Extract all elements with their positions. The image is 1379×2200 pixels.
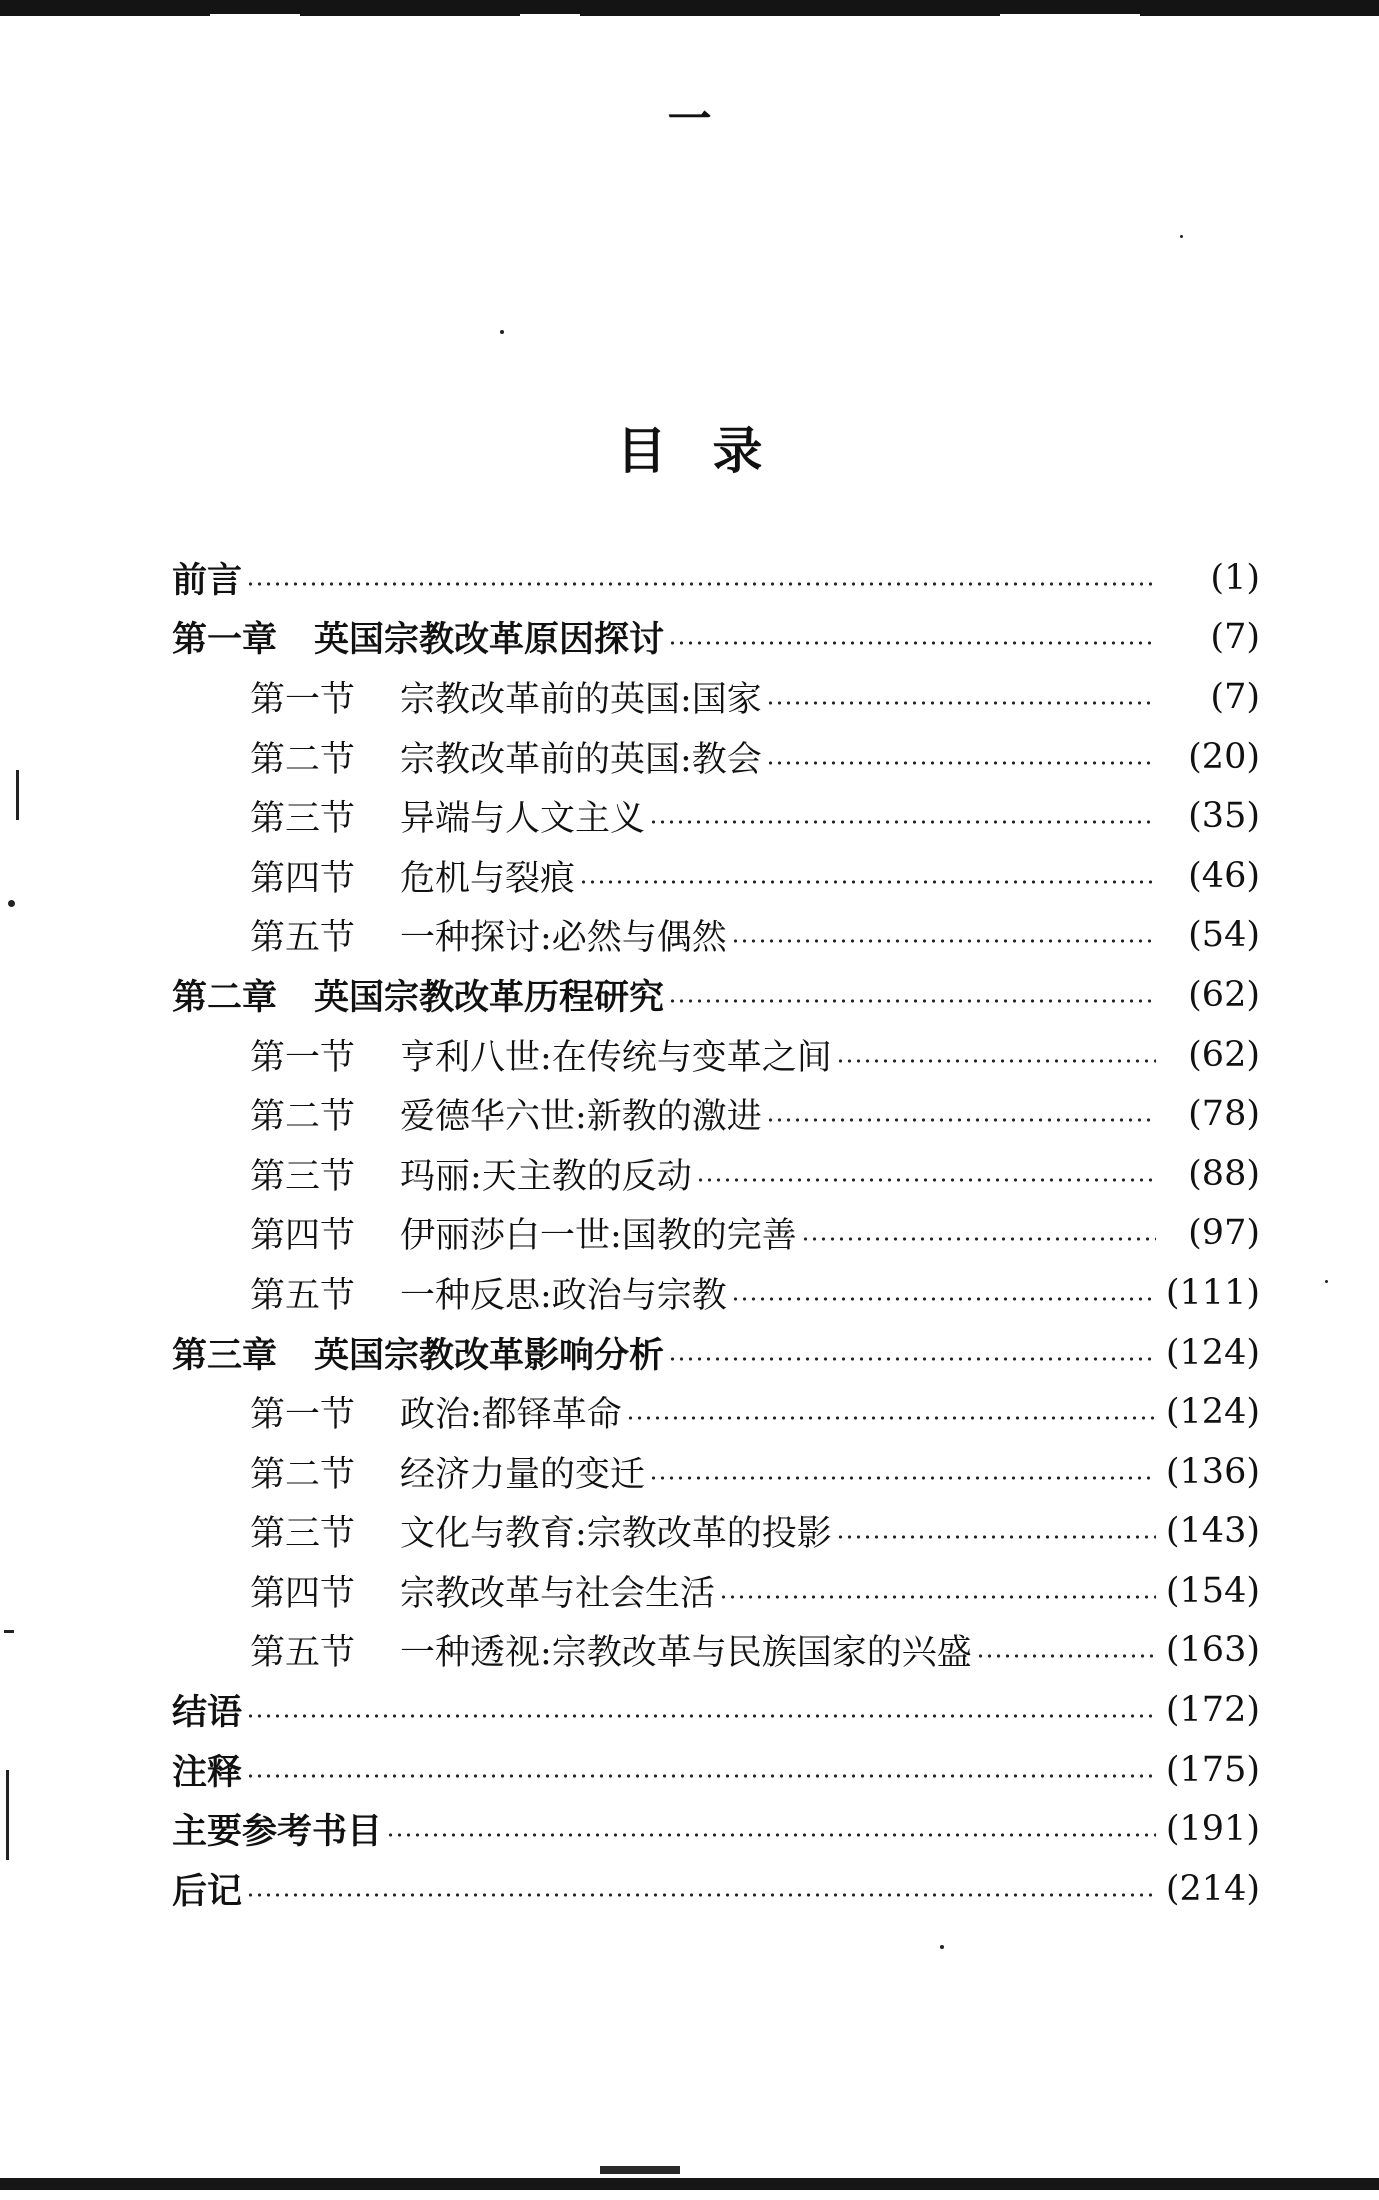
toc-entry-page: (154) [1165,1570,1260,1611]
toc-entry-top [172,1859,1260,1919]
toc-entry-section [172,727,1260,787]
toc-entry-page: (78) [1188,1094,1260,1135]
toc-entry-section [172,1263,1260,1323]
toc-entry-title: 结语 [172,1692,243,1734]
toc-entry-title: 危机与裂痕 [400,858,576,899]
dot-leader [696,1178,1156,1182]
toc-entry-number: 第三节 [250,1514,356,1555]
toc-entry-section [172,1144,1260,1204]
dot-leader [246,1893,1156,1897]
toc-entry-section [172,667,1260,727]
toc-entry-number: 第一节 [250,1395,356,1436]
toc-entry-title: 玛丽:天主教的反动 [400,1156,692,1197]
toc-entry-title: 亨利八世:在传统与变革之间 [400,1037,832,1078]
scan-edge-mark [4,1630,14,1633]
dot-leader [731,939,1156,943]
toc-title: 目录 [616,421,809,480]
bottom-scan-border [0,2178,1379,2190]
toc-entry-section [172,1382,1260,1442]
scan-speck [1325,1280,1328,1283]
toc-entry-title: 异端与人文主义 [400,799,646,840]
toc-entry-section [172,1621,1260,1681]
dot-leader [801,1237,1156,1241]
page-number: 一 [667,94,712,145]
toc-entry-number: 第五节 [250,1633,356,1674]
toc-entry-title: 英国宗教改革原因探讨 [314,619,665,661]
toc-entry-page: (175) [1165,1749,1260,1790]
toc-entry-number: 第二节 [250,1454,356,1495]
toc-entry-chapter [172,1323,1260,1383]
toc-entry-page: (54) [1188,915,1260,956]
toc-entry-title: 英国宗教改革历程研究 [314,976,665,1018]
toc-entry-page: (214) [1165,1868,1260,1909]
toc-entry-section [172,1204,1260,1264]
toc-entry-page: (124) [1165,1332,1260,1373]
toc-entry-number: 第四节 [250,1573,356,1614]
scan-edge-mark [16,770,19,820]
dot-leader [246,1714,1156,1718]
toc-entry-page: (62) [1188,1034,1260,1075]
toc-entry-title: 宗教改革前的英国:国家 [400,679,762,720]
toc-entry-title: 伊丽莎白一世:国教的完善 [400,1216,797,1257]
toc-entry-page: (136) [1165,1451,1260,1492]
toc-entry-title: 一种反思:政治与宗教 [400,1275,727,1316]
toc-entry-number: 第一章 [172,619,278,661]
toc-entry-page: (7) [1210,676,1260,717]
bottom-scan-mark [600,2166,680,2174]
toc-entry-title: 政治:都铎革命 [400,1395,622,1436]
toc-entry-top [172,1799,1260,1859]
toc-entry-title: 后记 [172,1870,243,1912]
toc-entry-number: 第四节 [250,858,356,899]
toc-entry-title: 经济力量的变迁 [400,1454,646,1495]
dot-leader [386,1833,1156,1837]
toc-entry-top [172,1740,1260,1800]
toc-entry-title: 前言 [172,559,243,601]
dot-leader [836,1535,1156,1539]
dot-leader [731,1297,1156,1301]
toc-entry-section [172,846,1260,906]
dot-leader [246,582,1156,586]
toc-entry-title: 英国宗教改革影响分析 [314,1334,665,1376]
toc-entry-page: (97) [1188,1213,1260,1254]
toc-entry-title: 一种透视:宗教改革与民族国家的兴盛 [400,1633,972,1674]
toc-entry-title: 文化与教育:宗教改革的投影 [400,1514,832,1555]
toc-entry-page: (111) [1165,1272,1260,1313]
toc-entry-section [172,786,1260,846]
toc-entry-number: 第一节 [250,679,356,720]
dot-leader [976,1654,1156,1658]
toc-entry-title: 宗教改革与社会生活 [400,1573,716,1614]
toc-entry-section [172,1025,1260,1085]
toc-entry-section [172,906,1260,966]
toc-entry-page: (46) [1188,855,1260,896]
dot-leader [668,999,1156,1003]
toc-entry-section [172,1502,1260,1562]
toc-entry-page: (7) [1210,617,1260,658]
top-border-gap [210,14,300,17]
toc-entry-number: 第二章 [172,976,278,1018]
toc-entry-section [172,1561,1260,1621]
toc-entry-title: 宗教改革前的英国:教会 [400,739,762,780]
toc-entry-number: 第五节 [250,1275,356,1316]
toc-entry-number: 第五节 [250,918,356,959]
toc-entry-section [172,1084,1260,1144]
scan-edge-mark [6,1770,9,1860]
toc-entry-top [172,1680,1260,1740]
dot-leader [668,641,1156,645]
dot-leader [649,1476,1156,1480]
toc-entry-page: (191) [1165,1809,1260,1850]
toc-entry-number: 第二节 [250,1097,356,1138]
top-border-gap [1000,14,1140,17]
toc-entry-title: 注释 [172,1751,243,1793]
dot-leader [766,701,1156,705]
dot-leader [626,1416,1156,1420]
toc-entry-page: (1) [1210,557,1260,598]
top-scan-border [0,0,1379,16]
toc-entry-number: 第一节 [250,1037,356,1078]
table-of-contents [172,548,1260,1919]
dot-leader [766,1118,1156,1122]
scan-speck [940,1945,944,1949]
toc-entry-page: (172) [1165,1690,1260,1731]
toc-entry-title: 主要参考书目 [172,1811,383,1853]
scan-speck [500,330,504,334]
toc-entry-page: (124) [1165,1392,1260,1433]
toc-entry-number: 第三章 [172,1334,278,1376]
toc-entry-title: 一种探讨:必然与偶然 [400,918,727,959]
top-border-gap [520,14,580,17]
scan-speck [8,900,15,907]
dot-leader [246,1774,1156,1778]
dot-leader [836,1059,1156,1063]
toc-entry-top [172,548,1260,608]
toc-entry-page: (88) [1188,1153,1260,1194]
dot-leader [719,1595,1156,1599]
toc-entry-page: (35) [1188,796,1260,837]
dot-leader [649,820,1156,824]
scan-speck [1180,235,1183,238]
toc-entry-number: 第三节 [250,799,356,840]
toc-entry-page: (62) [1188,974,1260,1015]
toc-entry-chapter [172,965,1260,1025]
toc-entry-chapter [172,608,1260,668]
toc-entry-number: 第三节 [250,1156,356,1197]
toc-entry-page: (163) [1165,1630,1260,1671]
dot-leader [668,1357,1156,1361]
toc-entry-section [172,1442,1260,1502]
toc-entry-page: (20) [1188,736,1260,777]
dot-leader [579,880,1156,884]
toc-entry-number: 第二节 [250,739,356,780]
toc-entry-number: 第四节 [250,1216,356,1257]
toc-entry-page: (143) [1165,1511,1260,1552]
toc-entry-title: 爱德华六世:新教的激进 [400,1097,762,1138]
dot-leader [766,761,1156,765]
